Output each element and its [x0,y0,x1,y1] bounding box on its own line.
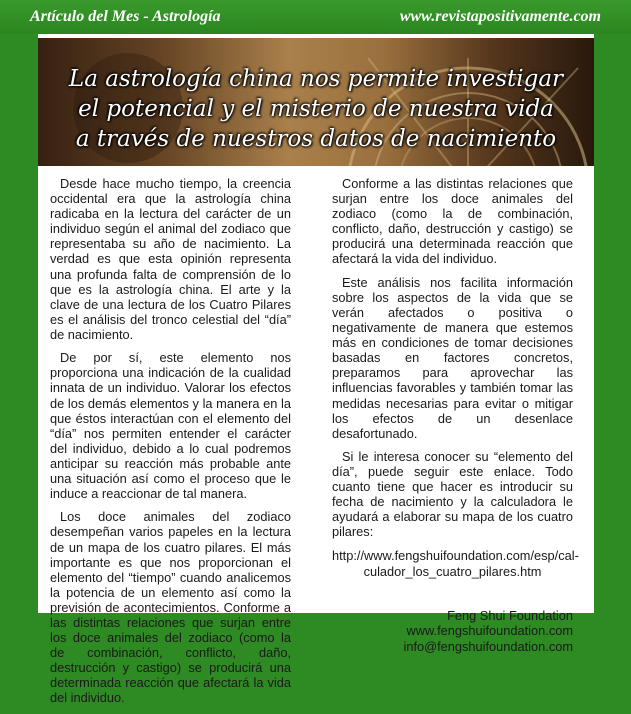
signature-block [332,608,573,655]
banner-headline-line-1: La astrología china nos permite investigar [68,66,564,92]
paragraph: Este análisis nos facilita información sobre los aspectos de la vida que se verán afectados o positiva o negativamente de manera que estemos más en condiciones de tomar decisiones basadas en factores concretos, preparamos para aprovechar las influencias favorables y también tomar las medidas necesarias para evitar o mitigar los efectos de un desenlace desafortunado. [332,274,573,441]
banner-image [38,38,594,166]
article-panel [38,34,594,706]
article-column-right [332,176,579,655]
banner-headline-line-2: el potencial y el misterio de nuestra vida [78,96,554,122]
website-link[interactable]: www.revistapositivamente.com [399,8,601,25]
header-bar [0,0,631,34]
calculator-link[interactable] [332,547,579,580]
signature-email[interactable]: info@fengshuifoundation.com [403,638,573,654]
signature-website[interactable]: www.fengshuifoundation.com [406,623,573,639]
paragraph: Si le interesa conocer su “elemento del día”, puede seguir este enlace. Todo cuanto tiene que hacer es introducir su fecha de nacimiento y la calculadora le ayudará a elaborar su mapa de los cuatro pilares: [332,448,573,540]
calculator-link-line-2[interactable]: culador_los_cuatro_pilares.htm [363,563,542,579]
paragraph: Desde hace mucho tiempo, la creencia occidental era que la astrología china radicaba en la lectura del carácter de un individuo según el animal del zodiaco que representaba su año de nacimiento. La verdad es que esta opinión representa una profunda falta de comprensión de lo que es la astrología china. El arte y la clave de una lectura de los Cuatro Pilares es el análisis del tronco celestial del “día” de nacimiento. [50,176,291,342]
section-title: Artículo del Mes - Astrología [30,8,221,25]
signature-name: Feng Shui Foundation [447,607,573,623]
paragraph: Los doce animales del zodiaco desempeñan varios papeles en la lectura de un mapa de los cuatro pilares. El más importante es que nos proporcionan el elemento del “tiempo” cuando analicemos la potencia de un elemento así como la previsión de acontecimientos. Conforme a las distintas relaciones que surjan entre los doce animales del zodiaco (como la de combinación, conflicto, daño, destrucción y castigo) se producirá una determinada reacción que afectará la vida del individuo. [50,509,291,706]
banner-headline-line-3: a través de nuestros datos de nacimiento [75,126,557,152]
paragraph: De por sí, este elemento nos proporciona una indicación de la cualidad innata de un individuo. Valorar los efectos de los demás elementos y la manera en la que éstos interactúan con el elemento del “día” nos permiten entender el carácter del individuo, debido a lo cual podremos anticipar su reacción más probable ante una situación así como el proceso que le induce a reaccionar de tal manera. [50,350,291,502]
article-column-left [50,176,291,714]
paragraph: Conforme a las distintas relaciones que surjan entre los doce animales del zodiaco (como la de combinación, conflicto, daño, destrucción y castigo) se producirá una determinada reacción que afectará la vida del individuo. [332,176,573,267]
calculator-link-line-1[interactable]: http://www.fengshuifoundation.com/esp/cal- [332,547,579,563]
